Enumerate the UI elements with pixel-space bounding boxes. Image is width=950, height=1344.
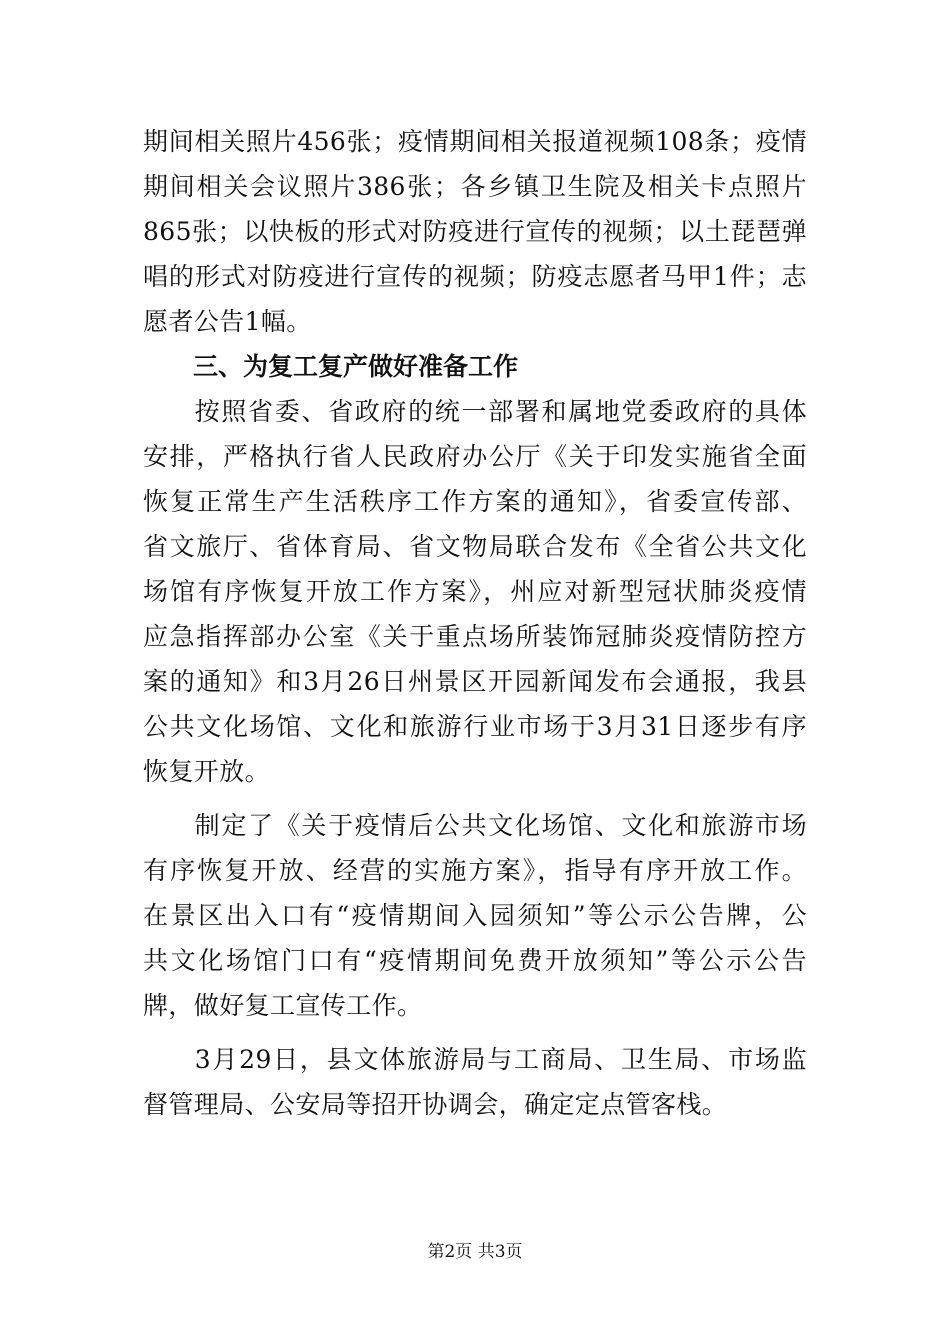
section-heading: 三、为复工复产做好准备工作 <box>193 352 519 381</box>
paragraph-line: 按照省委、省政府的统一部署和属地党委政府的具体 <box>168 397 807 426</box>
paragraph-line: 省文旅厅、省体育局、省文物局联合发布《全省公共文化 <box>143 532 807 561</box>
paragraph-line: 恢复正常生产生活秩序工作方案的通知》，省委宣传部、 <box>143 487 807 516</box>
paragraph-line: 应急指挥部办公室《关于重点场所装饰冠肺炎疫情防控方 <box>143 622 807 651</box>
paragraph-line: 期间相关会议照片386张；各乡镇卫生院及相关卡点照片 <box>143 172 807 201</box>
paragraph-line: 场馆有序恢复开放工作方案》，州应对新型冠状肺炎疫情 <box>143 577 807 606</box>
paragraph-line: 3月29日，县文体旅游局与工商局、卫生局、市场监 <box>168 1045 807 1074</box>
paragraph-line: 督管理局、公安局等招开协调会，确定定点管客栈。 <box>143 1090 728 1119</box>
paragraph-line: 案的通知》和3月26日州景区开园新闻发布会通报，我县 <box>143 667 807 696</box>
paragraph-line: 有序恢复开放、经营的实施方案》，指导有序开放工作。 <box>143 856 807 885</box>
paragraph-line: 公共文化场馆、文化和旅游行业市场于3月31日逐步有序 <box>143 712 807 741</box>
paragraph-line: 唱的形式对防疫进行宣传的视频；防疫志愿者马甲1件；志 <box>143 262 807 291</box>
paragraph-line: 在景区出入口有“疫情期间入园须知”等公示公告牌，公 <box>143 901 807 930</box>
paragraph-line: 期间相关照片456张；疫情期间相关报道视频108条；疫情 <box>143 127 807 156</box>
paragraph-line: 共文化场馆门口有“疫情期间免费开放须知”等公示公告 <box>143 946 807 975</box>
paragraph-line: 865张；以快板的形式对防疫进行宣传的视频；以土琵琶弹 <box>143 217 807 246</box>
paragraph-line: 安排，严格执行省人民政府办公厅《关于印发实施省全面 <box>143 442 807 471</box>
paragraph-line: 制定了《关于疫情后公共文化场馆、文化和旅游市场 <box>168 811 807 840</box>
paragraph-line: 愿者公告1幅。 <box>143 307 312 336</box>
paragraph-line: 牌，做好复工宣传工作。 <box>143 991 423 1020</box>
page-number-footer: 第2页 共3页 <box>427 1242 523 1262</box>
paragraph-line: 恢复开放。 <box>143 757 271 786</box>
